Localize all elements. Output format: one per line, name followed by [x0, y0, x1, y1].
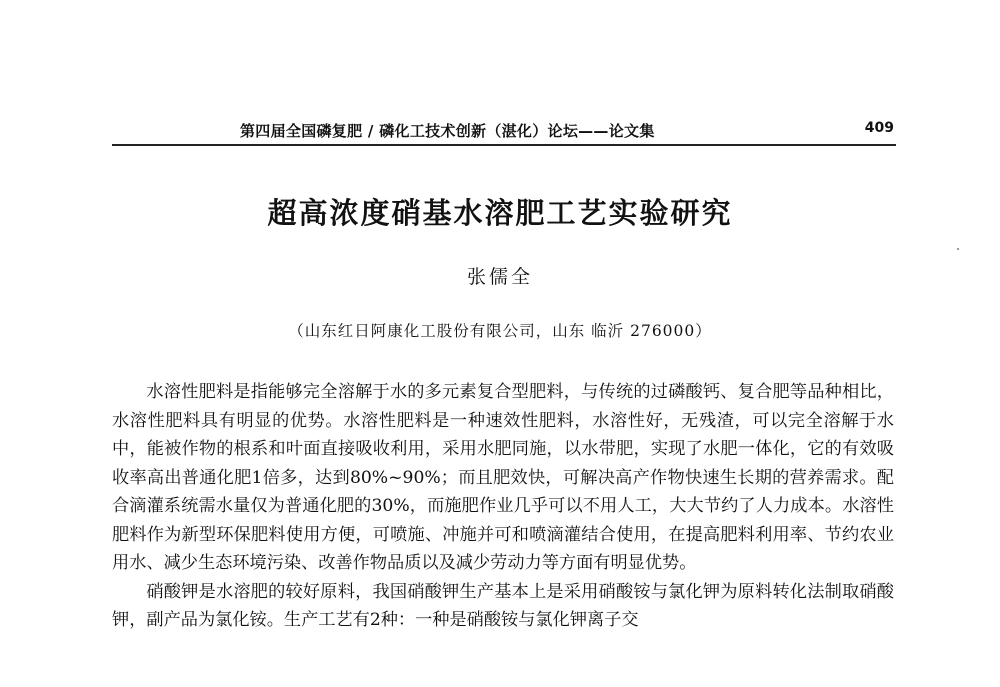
body-text — [112, 378, 894, 635]
scan-speck — [957, 248, 959, 250]
author-affiliation: （山东红日阿康化工股份有限公司，山东 临沂 276000） — [288, 322, 712, 340]
running-header — [112, 114, 896, 146]
page-number: 409 — [864, 120, 894, 136]
paragraph: 硝酸钾是水溶肥的较好原料，我国硝酸钾生产基本上是采用硝酸铵与氯化钾为原料转化法制取硝酸钾，副产品为氯化铵。生产工艺有2种：一种是硝酸铵与氯化钾离子交 — [112, 581, 894, 630]
author-name: 张儒全 — [466, 266, 533, 288]
paragraph: 水溶性肥料是指能够完全溶解于水的多元素复合型肥料，与传统的过磷酸钙、复合肥等品种相比，水溶性肥料具有明显的优势。水溶性肥料是一种速效性肥料，水溶性好，无残渣，可以完全溶解于水中，能被作物的根系和叶面直接吸收利用，采用水肥同施，以水带肥，实现了水肥一体化，它的有效吸收率高出普通化肥1倍多，达到80%~90%；而且肥效快，可解决高产作物快速生长期的营养需求。配合滴灌系统需水量仅为普通化肥的30%，而施肥作业几乎可以不用人工，大大节约了人力成本。水溶性肥料作为新型环保肥料使用方便，可喷施、冲施并可和喷滴灌结合使用，在提高肥料利用率、节约农业用水、减少生态环境污染、改善作物品质以及减少劳动力等方面有明显优势。 — [112, 382, 894, 573]
article-title: 超高浓度硝基水溶肥工艺实验研究 — [267, 196, 733, 230]
running-title: 第四届全国磷复肥 / 磷化工技术创新（湛化）论坛——论文集 — [240, 122, 655, 140]
